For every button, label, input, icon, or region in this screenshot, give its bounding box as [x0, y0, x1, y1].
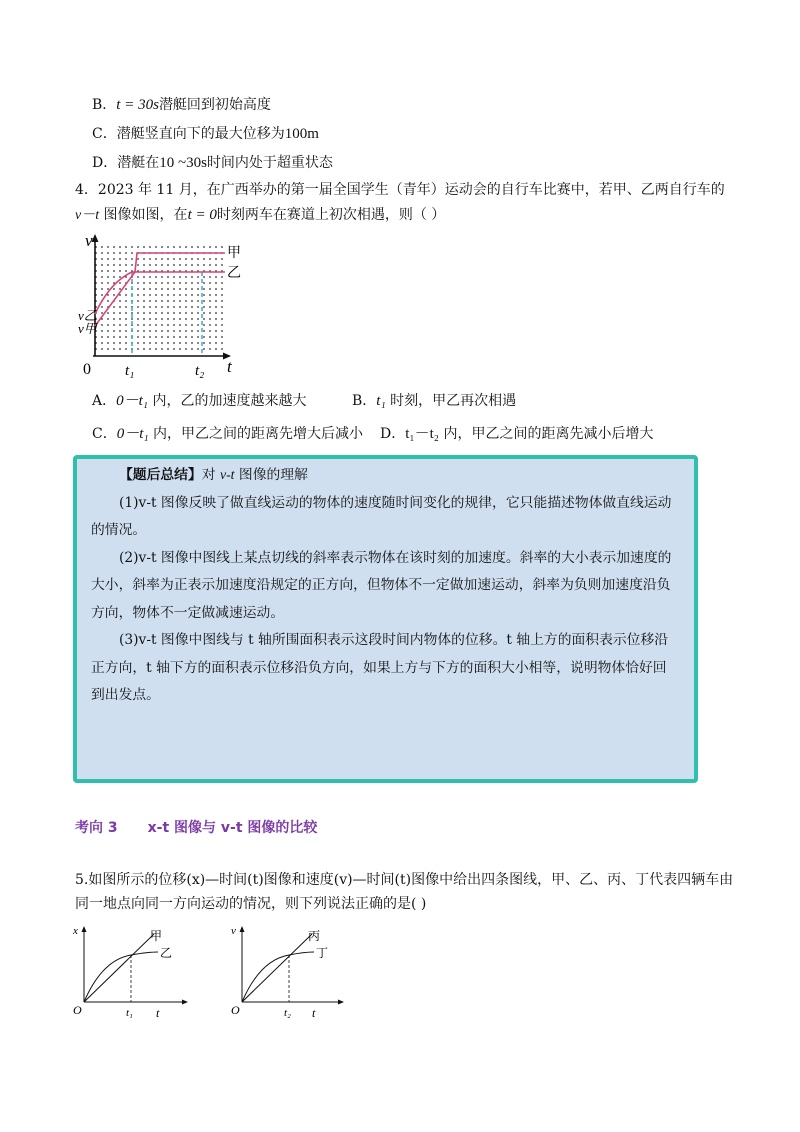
question-5-line1: 5.如图所示的位移(x)—时间(t)图像和速度(v)—时间(t)图像中给出四条图线，甲、乙、丙、丁代表四辆车由: [75, 872, 734, 888]
x-axis-label: t: [156, 1006, 160, 1020]
xt-graph-q5: [70, 922, 200, 1022]
option-text: 内，甲乙之间的距离先减小后增大: [439, 426, 654, 442]
v-jia-label: v甲: [78, 321, 97, 336]
label-jia: 甲: [150, 929, 163, 943]
line-jia: [84, 934, 154, 1002]
option-letter: D．: [92, 155, 118, 171]
text: 图像如图，在: [99, 207, 188, 223]
grid-area: [95, 242, 225, 354]
summary-p1: (1)v-t 图像反映了做直线运动的物体的速度随时间变化的规律，它只能描述物体做直线运动的情况。: [91, 494, 672, 538]
option-text: 潜艇回到初始高度: [158, 97, 271, 113]
section-title: x-t 图像与 v-t 图像的比较: [147, 820, 318, 836]
option-text: 内，乙的加速度越来越大: [148, 393, 307, 409]
summary-title-italic: v-t: [219, 467, 235, 482]
option-4d: [380, 424, 653, 444]
option-letter: D．: [380, 426, 406, 442]
text: 时刻两车在赛道上初次相遇，则（ ）: [216, 207, 446, 223]
section-number: 考向 3: [75, 820, 118, 836]
math-vt: v－t: [75, 208, 100, 223]
option-3b: [92, 95, 271, 115]
label-yi: 乙: [160, 946, 173, 960]
y-axis-arrow: [240, 926, 245, 932]
option-math: t₁: [376, 393, 386, 409]
option-4a: [92, 391, 306, 411]
question-4-line2: [75, 205, 445, 226]
y-axis-label: x: [73, 925, 78, 937]
option-3c: [92, 124, 319, 144]
summary-content: [77, 459, 694, 710]
curve-yi: [84, 952, 158, 1002]
line-bing: [242, 934, 312, 1002]
summary-p2: (2)v-t 图像中图线上某点切线的斜率表示物体在该时刻的加速度。斜率的大小表示加速度的大小，斜率为正表示加速度沿规定的正方向，但物体不一定做加速运动，斜率为负则加速度沿负方向，物体不一定做减速运动。: [91, 549, 672, 621]
option-math: 0－t₁: [116, 393, 149, 409]
summary-box: [73, 455, 698, 783]
option-text: 时间内处于超重状态: [206, 155, 333, 171]
x-axis-label: t: [227, 357, 232, 376]
option-text: 潜艇在: [117, 155, 160, 171]
section-heading: [75, 817, 317, 837]
option-math: t = 30s: [116, 97, 159, 113]
t1-label: t₁: [126, 1007, 133, 1019]
label-jia: 甲: [227, 246, 241, 261]
question-4-line1: 4．2023 年 11 月，在广西举办的第一届全国学生（青年）运动会的自行车比赛中，若甲、乙两自行车的: [75, 182, 725, 198]
option-4c: [92, 424, 363, 444]
option-4b: [352, 391, 516, 411]
origin-label: 0: [83, 361, 91, 378]
x-axis-arrow: [338, 1000, 344, 1005]
y-axis-label: v: [85, 232, 93, 250]
option-text: 潜艇竖直向下的最大位移为: [116, 126, 285, 142]
vt-graph-q4: [75, 232, 255, 382]
x-axis-arrow: [182, 1000, 188, 1005]
label-bing: 丙: [308, 929, 321, 943]
option-text: 内，甲乙之间的距离先增大后减小: [148, 426, 364, 442]
option-letter: B．: [92, 97, 117, 113]
summary-title-bracket: 【题后总结】: [119, 467, 202, 483]
math-t0: t = 0: [187, 207, 217, 223]
option-letter: B．: [352, 393, 377, 409]
option-letter: C．: [92, 126, 117, 142]
option-math: 0－t₁: [116, 426, 149, 442]
y-axis-arrow: [82, 926, 87, 932]
option-text: 时刻，甲乙再次相遇: [385, 393, 517, 409]
summary-title: [91, 461, 676, 490]
summary-title-text: 对: [201, 467, 220, 483]
option-letter: C．: [92, 426, 117, 442]
t1-label: t₁: [125, 363, 135, 379]
option-letter: A．: [92, 393, 117, 409]
origin-label: O: [73, 1003, 82, 1017]
label-ding: 丁: [316, 946, 329, 960]
summary-p3: (3)v-t 图像中图线与 t 轴所围面积表示这段时间内物体的位移。t 轴上方的面积表示位移沿正方向，t 轴下方的面积表示位移沿负方向，如果上方与下方的面积大小相等，说明物体恰好回到出发点。: [91, 632, 669, 703]
v-yi-label: v乙: [78, 308, 97, 323]
option-3d: [92, 153, 333, 173]
t2-label: t₂: [284, 1007, 291, 1019]
origin-label: O: [231, 1003, 240, 1017]
x-axis-label: t: [312, 1006, 316, 1020]
t2-label: t₂: [195, 363, 205, 379]
curve-ding: [242, 952, 314, 1002]
option-math: t₁－t₂: [405, 426, 440, 442]
y-axis-label: v: [231, 925, 236, 937]
question-5-line2: 同一地点向同一方向运动的情况，则下列说法正确的是( ): [75, 896, 427, 912]
option-math: 10 ~30s: [159, 155, 207, 171]
option-math: 100m: [284, 126, 319, 142]
summary-title-text: 图像的理解: [234, 467, 308, 483]
y-axis-arrow: [92, 234, 99, 242]
label-yi: 乙: [227, 266, 241, 281]
vt-graph-q5: [228, 922, 358, 1022]
